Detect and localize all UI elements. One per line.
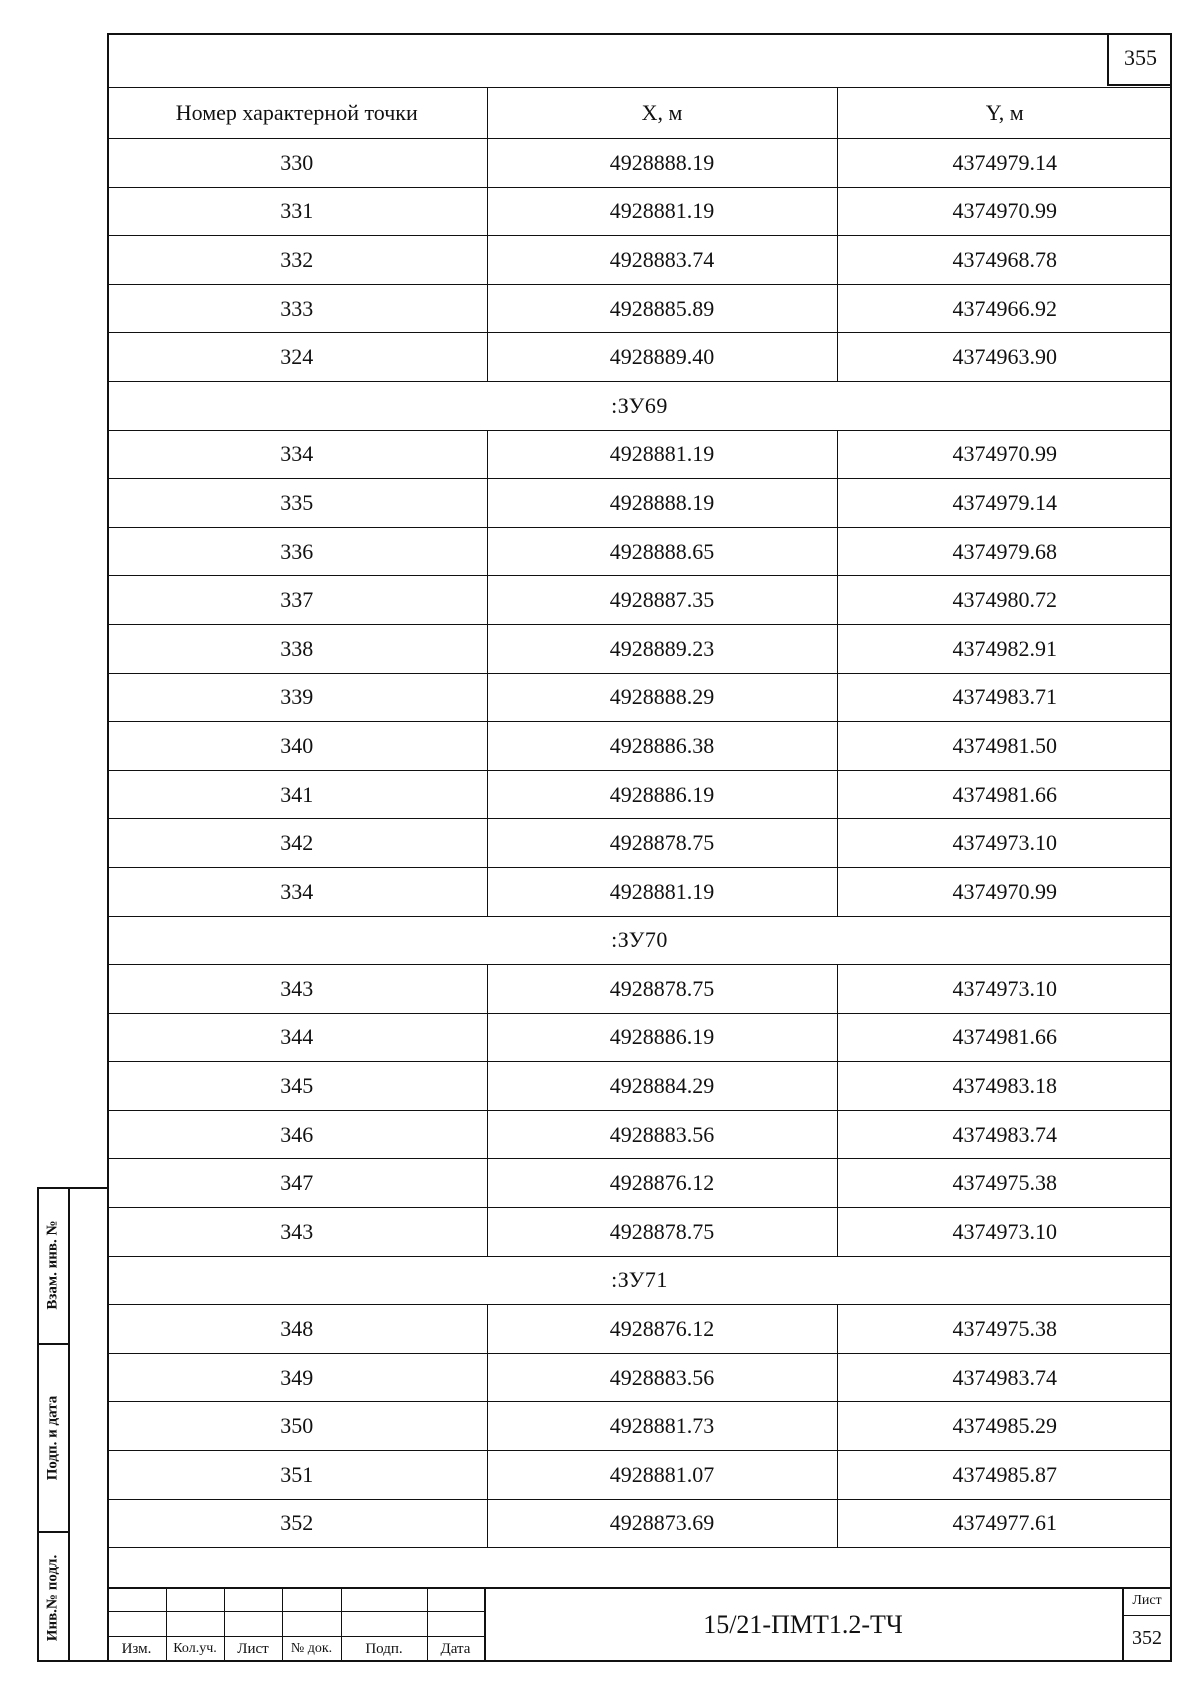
cell-x: 4928889.23 <box>487 624 837 673</box>
table-row <box>107 624 1172 673</box>
cell-point-number: 342 <box>107 819 487 868</box>
cell-point-number: 339 <box>107 673 487 722</box>
cell-point-number: 350 <box>107 1402 487 1451</box>
cell-y: 4374985.87 <box>837 1451 1172 1500</box>
cell-y: 4374970.99 <box>837 430 1172 479</box>
table-row <box>107 867 1172 916</box>
label-n-dok: № док. <box>290 1641 333 1656</box>
label-kol-uch: Кол.уч. <box>173 1641 217 1656</box>
cell-point-number: 352 <box>107 1499 487 1548</box>
cell-y: 4374963.90 <box>837 333 1172 382</box>
cell-point-number: 336 <box>107 527 487 576</box>
side-cell-podp <box>37 1345 70 1533</box>
table-row <box>107 284 1172 333</box>
section-row <box>107 916 1172 965</box>
cell-y: 4374966.92 <box>837 284 1172 333</box>
cell-y: 4374970.99 <box>837 187 1172 236</box>
table-body <box>107 139 1172 1548</box>
table-row <box>107 1353 1172 1402</box>
label-list: Лист <box>237 1641 269 1657</box>
cell-y: 4374981.50 <box>837 722 1172 771</box>
cell-point-number: 330 <box>107 139 487 188</box>
cell-point-number: 346 <box>107 1110 487 1159</box>
cell-y: 4374970.99 <box>837 867 1172 916</box>
section-row <box>107 1256 1172 1305</box>
cell-x: 4928881.19 <box>487 430 837 479</box>
cell-x: 4928881.19 <box>487 867 837 916</box>
side-cell-inv <box>37 1533 70 1662</box>
cell-point-number: 349 <box>107 1353 487 1402</box>
cell-y: 4374979.68 <box>837 527 1172 576</box>
cell-x: 4928881.07 <box>487 1451 837 1500</box>
header-y: Y, м <box>837 88 1172 139</box>
cell-y: 4374983.71 <box>837 673 1172 722</box>
label-izm: Изм. <box>121 1641 152 1657</box>
cell-x: 4928881.19 <box>487 187 837 236</box>
header-x: X, м <box>487 88 837 139</box>
section-label: :ЗУ71 <box>107 1256 1172 1305</box>
header-point-number: Номер характерной точки <box>107 88 487 139</box>
table-row <box>107 1499 1172 1548</box>
table-row <box>107 1208 1172 1257</box>
cell-point-number: 324 <box>107 333 487 382</box>
cell-y: 4374982.91 <box>837 624 1172 673</box>
cell-x: 4928886.19 <box>487 770 837 819</box>
cell-point-number: 341 <box>107 770 487 819</box>
cell-point-number: 348 <box>107 1305 487 1354</box>
cell-x: 4928888.19 <box>487 139 837 188</box>
table-row <box>107 770 1172 819</box>
table-row <box>107 819 1172 868</box>
table-row <box>107 1305 1172 1354</box>
cell-point-number: 334 <box>107 430 487 479</box>
cell-x: 4928884.29 <box>487 1062 837 1111</box>
side-label-podp-data: Подп. и дата <box>44 1395 60 1481</box>
cell-y: 4374983.18 <box>837 1062 1172 1111</box>
cell-x: 4928886.19 <box>487 1013 837 1062</box>
table-row <box>107 527 1172 576</box>
cell-y: 4374973.10 <box>837 819 1172 868</box>
section-row <box>107 381 1172 430</box>
table-row <box>107 576 1172 625</box>
side-label-inv-podl: Инв.№ подл. <box>44 1554 60 1641</box>
cell-x: 4928878.75 <box>487 819 837 868</box>
table-row <box>107 479 1172 528</box>
section-label: :ЗУ70 <box>107 916 1172 965</box>
cell-x: 4928876.12 <box>487 1159 837 1208</box>
cell-x: 4928888.19 <box>487 479 837 528</box>
cell-y: 4374979.14 <box>837 479 1172 528</box>
cell-y: 4374973.10 <box>837 1208 1172 1257</box>
cell-x: 4928878.75 <box>487 965 837 1014</box>
table-row <box>107 430 1172 479</box>
cell-x: 4928886.38 <box>487 722 837 771</box>
cell-point-number: 333 <box>107 284 487 333</box>
table-row <box>107 1451 1172 1500</box>
section-label: :ЗУ69 <box>107 381 1172 430</box>
cell-x: 4928883.56 <box>487 1353 837 1402</box>
sheet-number: 352 <box>1132 1627 1162 1649</box>
cell-point-number: 343 <box>107 1208 487 1257</box>
cell-y: 4374968.78 <box>837 236 1172 285</box>
table-row <box>107 1062 1172 1111</box>
cell-x: 4928888.29 <box>487 673 837 722</box>
table-row <box>107 1159 1172 1208</box>
side-cell-vzam <box>37 1187 70 1345</box>
cell-y: 4374979.14 <box>837 139 1172 188</box>
side-label-vzam-inv: Взам. инв. № <box>44 1220 60 1310</box>
cell-y: 4374985.29 <box>837 1402 1172 1451</box>
cell-x: 4928887.35 <box>487 576 837 625</box>
table-row <box>107 1402 1172 1451</box>
coordinates-table <box>107 87 1172 1548</box>
document-code: 15/21-ПМТ1.2-ТЧ <box>703 1610 903 1639</box>
cell-x: 4928889.40 <box>487 333 837 382</box>
cell-point-number: 340 <box>107 722 487 771</box>
cell-point-number: 335 <box>107 479 487 528</box>
table-header-row <box>107 88 1172 139</box>
table-row <box>107 673 1172 722</box>
cell-y: 4374980.72 <box>837 576 1172 625</box>
label-data: Дата <box>440 1641 471 1657</box>
cell-y: 4374973.10 <box>837 965 1172 1014</box>
table-row <box>107 1013 1172 1062</box>
table-row <box>107 187 1172 236</box>
table-row <box>107 139 1172 188</box>
cell-y: 4374983.74 <box>837 1353 1172 1402</box>
cell-y: 4374981.66 <box>837 1013 1172 1062</box>
table-row <box>107 722 1172 771</box>
cell-point-number: 332 <box>107 236 487 285</box>
cell-y: 4374983.74 <box>837 1110 1172 1159</box>
sheet-label: Лист <box>1132 1593 1162 1608</box>
top-page-number: 355 <box>1107 33 1172 86</box>
cell-x: 4928883.56 <box>487 1110 837 1159</box>
cell-y: 4374981.66 <box>837 770 1172 819</box>
cell-point-number: 337 <box>107 576 487 625</box>
cell-point-number: 334 <box>107 867 487 916</box>
cell-x: 4928883.74 <box>487 236 837 285</box>
table-row <box>107 236 1172 285</box>
cell-point-number: 343 <box>107 965 487 1014</box>
cell-point-number: 331 <box>107 187 487 236</box>
cell-y: 4374975.38 <box>837 1305 1172 1354</box>
cell-x: 4928878.75 <box>487 1208 837 1257</box>
table-row <box>107 333 1172 382</box>
cell-point-number: 351 <box>107 1451 487 1500</box>
cell-point-number: 338 <box>107 624 487 673</box>
cell-x: 4928873.69 <box>487 1499 837 1548</box>
cell-x: 4928888.65 <box>487 527 837 576</box>
label-podp: Подп. <box>365 1641 403 1657</box>
cell-point-number: 344 <box>107 1013 487 1062</box>
cell-x: 4928881.73 <box>487 1402 837 1451</box>
table-row <box>107 1110 1172 1159</box>
table-row <box>107 965 1172 1014</box>
cell-point-number: 347 <box>107 1159 487 1208</box>
cell-y: 4374975.38 <box>837 1159 1172 1208</box>
cell-y: 4374977.61 <box>837 1499 1172 1548</box>
cell-point-number: 345 <box>107 1062 487 1111</box>
cell-x: 4928885.89 <box>487 284 837 333</box>
cell-x: 4928876.12 <box>487 1305 837 1354</box>
